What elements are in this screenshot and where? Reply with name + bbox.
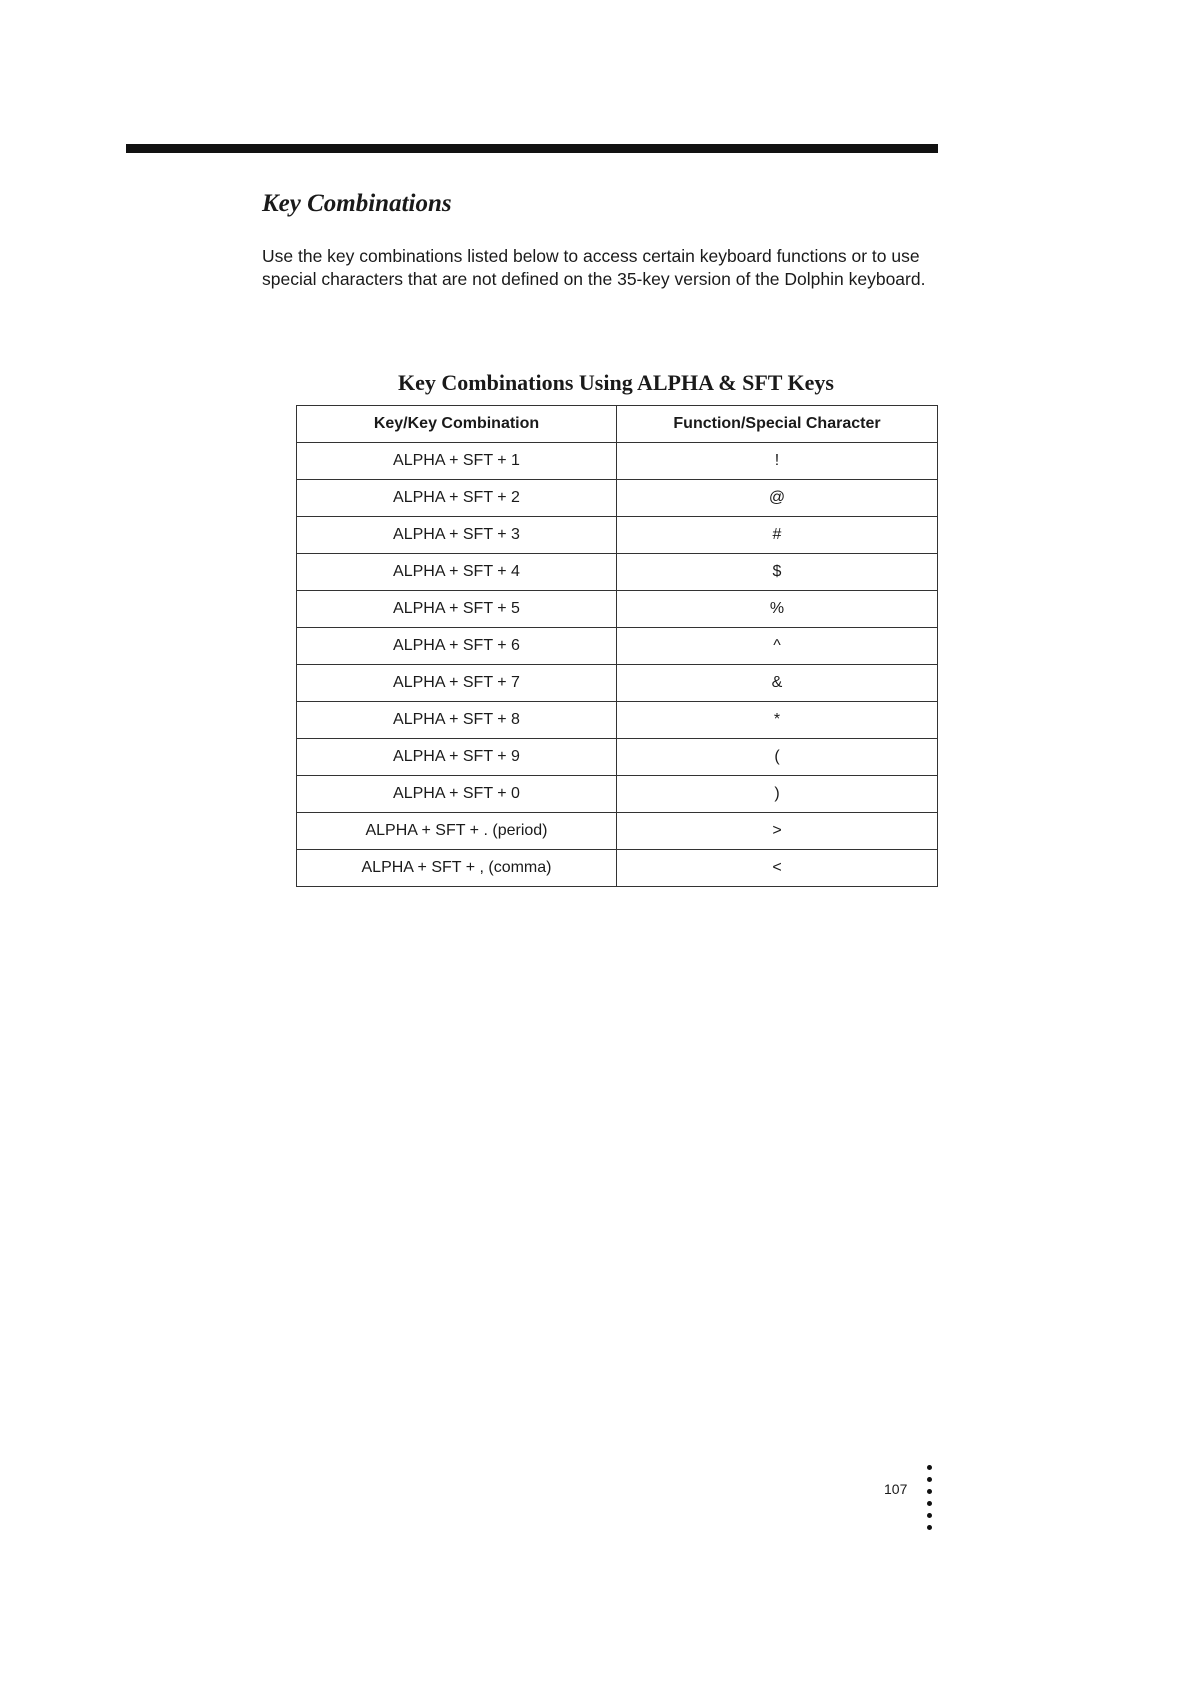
column-header-function: Function/Special Character xyxy=(617,406,938,443)
table-row xyxy=(297,480,938,517)
dot-rail xyxy=(927,1465,933,1537)
key-combination-cell: ALPHA + SFT + 6 xyxy=(297,628,617,665)
dot-icon xyxy=(927,1513,932,1518)
special-character-cell: $ xyxy=(617,554,938,591)
special-character-cell: ^ xyxy=(617,628,938,665)
dot-icon xyxy=(927,1525,932,1530)
table-row xyxy=(297,591,938,628)
key-combination-cell: ALPHA + SFT + 0 xyxy=(297,776,617,813)
table-row xyxy=(297,813,938,850)
special-character-cell: # xyxy=(617,517,938,554)
table-row xyxy=(297,517,938,554)
key-combination-cell: ALPHA + SFT + 3 xyxy=(297,517,617,554)
column-header-key: Key/Key Combination xyxy=(297,406,617,443)
table-row xyxy=(297,739,938,776)
key-combination-cell: ALPHA + SFT + 5 xyxy=(297,591,617,628)
dot-icon xyxy=(927,1465,932,1470)
special-character-cell: ) xyxy=(617,776,938,813)
key-combination-cell: ALPHA + SFT + 4 xyxy=(297,554,617,591)
table-row xyxy=(297,443,938,480)
key-combination-cell: ALPHA + SFT + , (comma) xyxy=(297,850,617,887)
table-row xyxy=(297,850,938,887)
key-combination-cell: ALPHA + SFT + 8 xyxy=(297,702,617,739)
special-character-cell: * xyxy=(617,702,938,739)
special-character-cell: ( xyxy=(617,739,938,776)
special-character-cell: % xyxy=(617,591,938,628)
key-combinations-table xyxy=(296,405,938,887)
table-row xyxy=(297,776,938,813)
page-number: 107 xyxy=(884,1481,908,1497)
dot-icon xyxy=(927,1501,932,1506)
table-row xyxy=(297,554,938,591)
key-combination-cell: ALPHA + SFT + 1 xyxy=(297,443,617,480)
key-combination-cell: ALPHA + SFT + . (period) xyxy=(297,813,617,850)
special-character-cell: @ xyxy=(617,480,938,517)
special-character-cell: ! xyxy=(617,443,938,480)
key-combination-cell: ALPHA + SFT + 9 xyxy=(297,739,617,776)
table-header-row xyxy=(297,406,938,443)
table-row xyxy=(297,665,938,702)
table-row xyxy=(297,702,938,739)
special-character-cell: & xyxy=(617,665,938,702)
special-character-cell: < xyxy=(617,850,938,887)
section-heading: Key Combinations xyxy=(262,190,452,217)
key-combination-cell: ALPHA + SFT + 2 xyxy=(297,480,617,517)
dot-icon xyxy=(927,1489,932,1494)
table-title: Key Combinations Using ALPHA & SFT Keys xyxy=(398,370,834,395)
dot-icon xyxy=(927,1477,932,1482)
intro-paragraph: Use the key combinations listed below to access certain keyboard functions or to use special characters that are not defined on the 35-key version of the Dolphin keyboard. xyxy=(262,246,926,289)
special-character-cell: > xyxy=(617,813,938,850)
table-row xyxy=(297,628,938,665)
key-combination-cell: ALPHA + SFT + 7 xyxy=(297,665,617,702)
top-rule xyxy=(126,144,938,153)
